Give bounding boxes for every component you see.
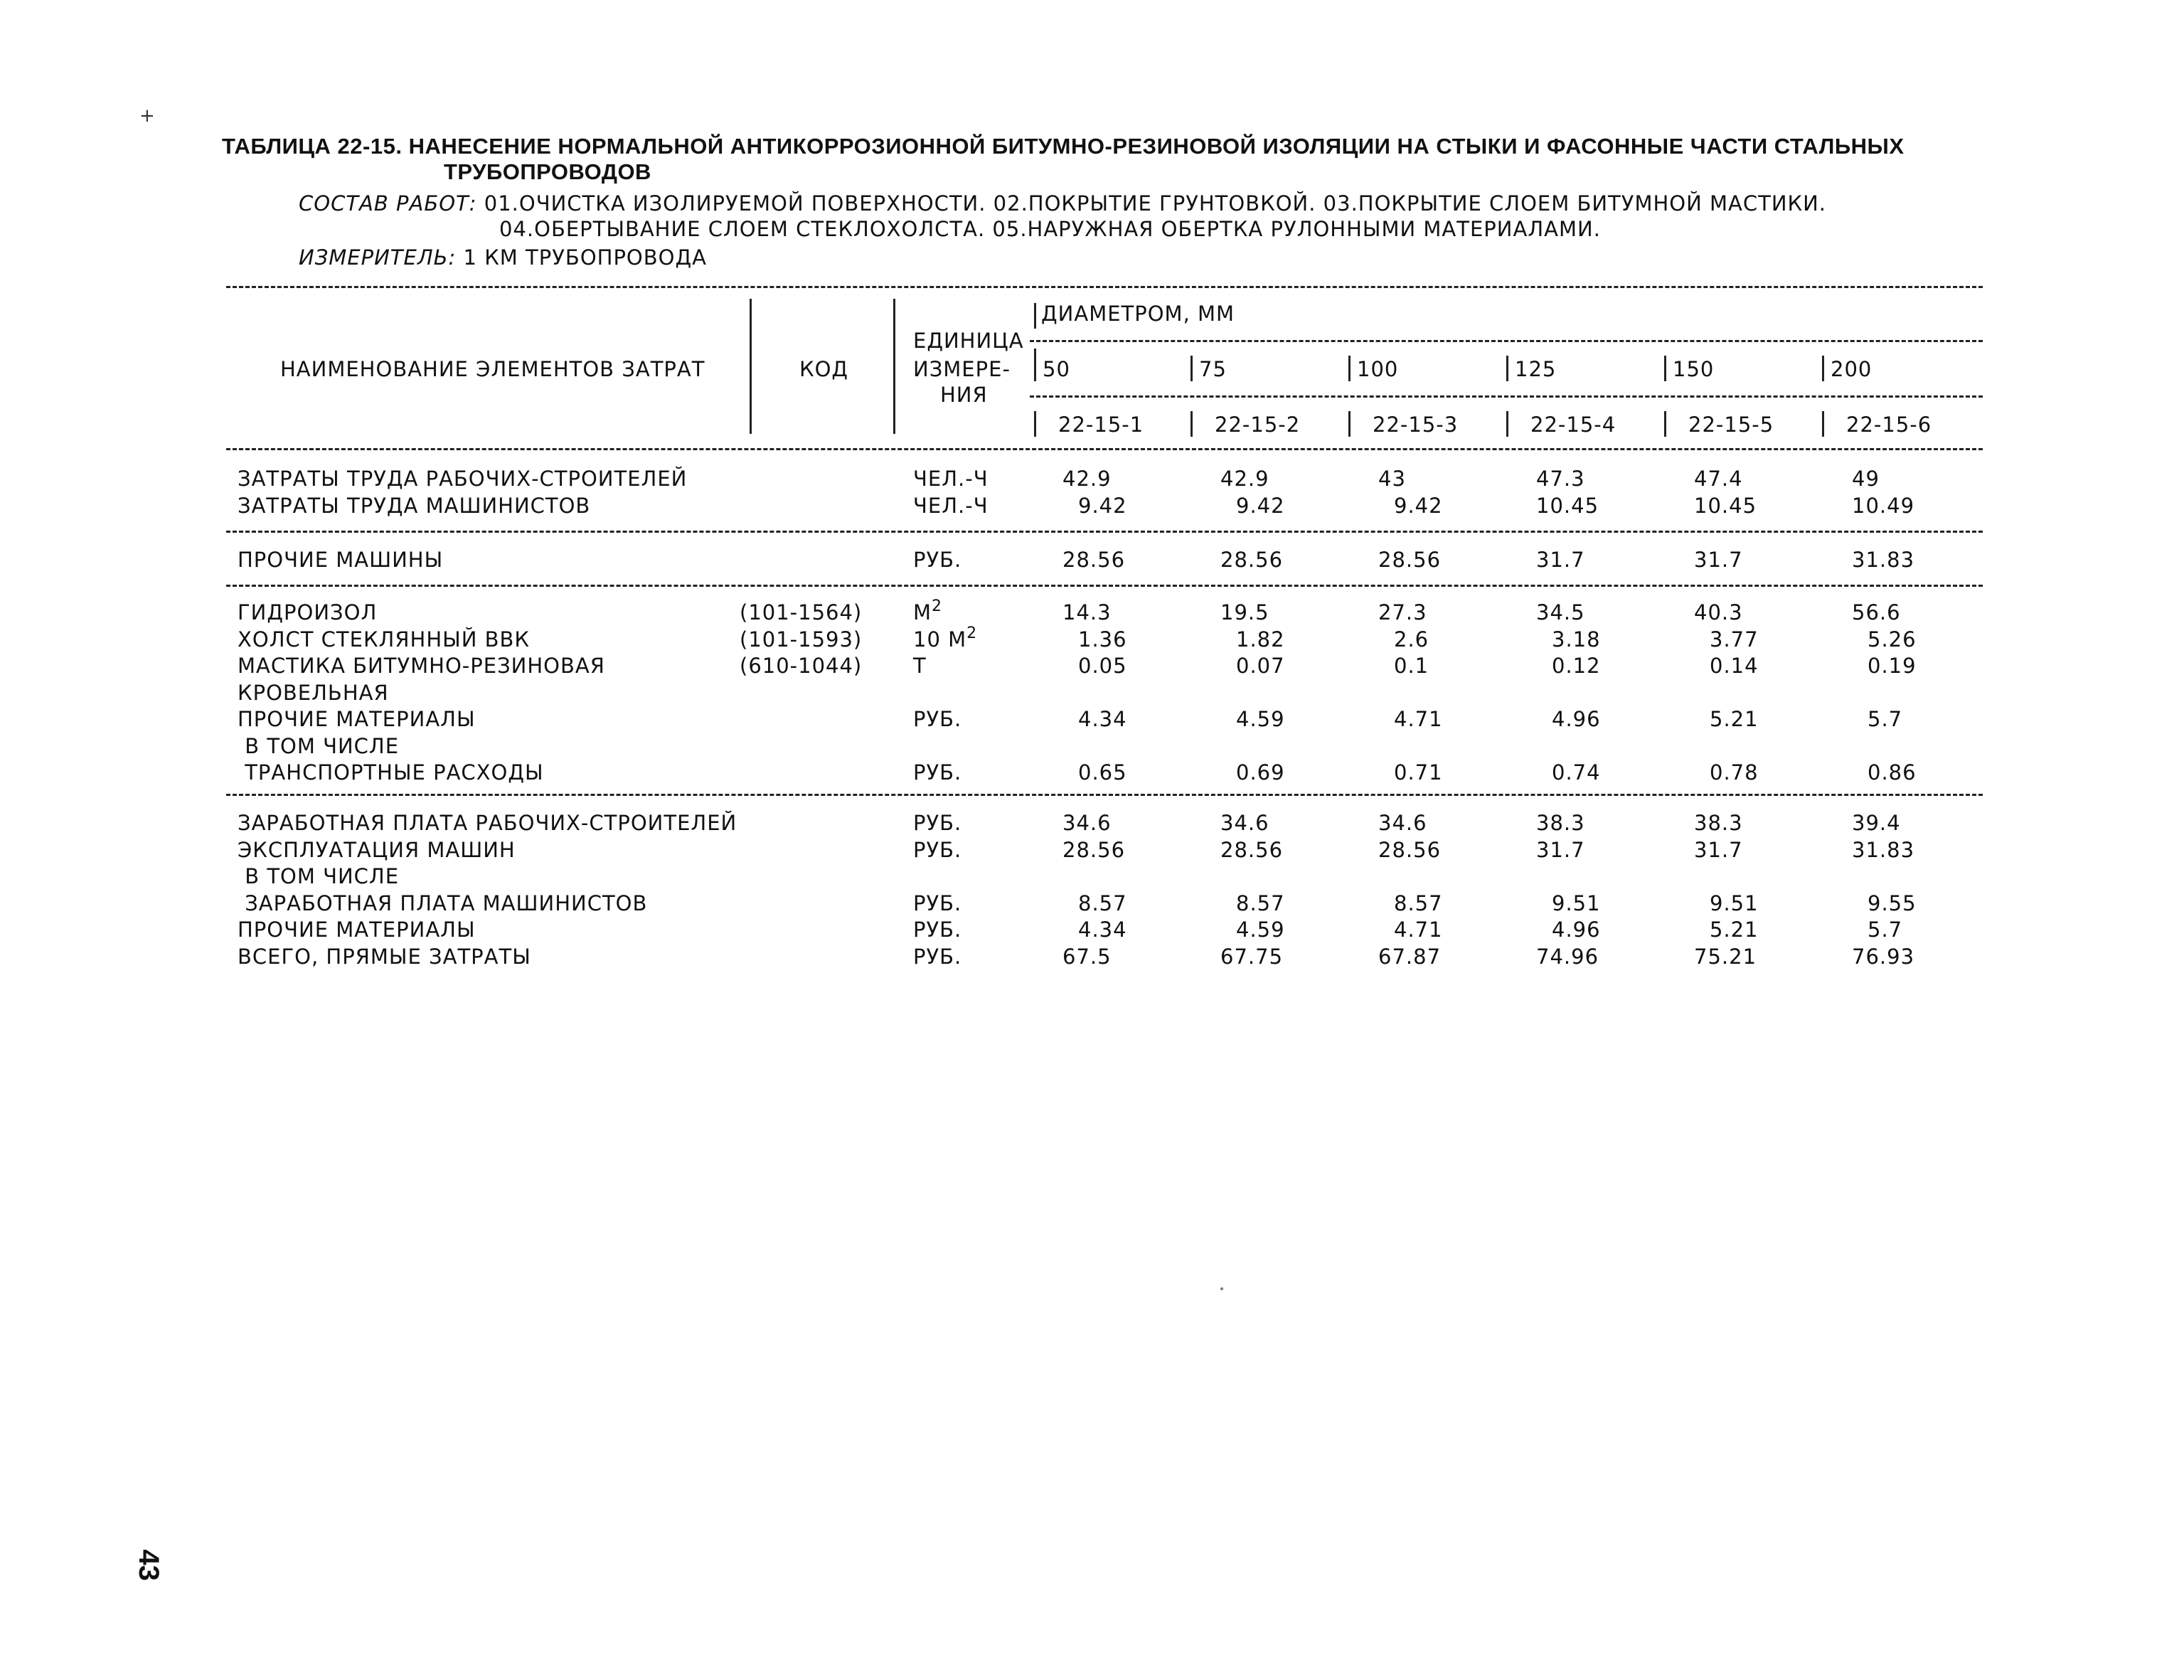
row-unit-text: РУБ.	[913, 811, 962, 835]
row-value-2: 4.59	[1236, 918, 1285, 942]
row-value-4: 38.3	[1536, 811, 1585, 835]
row-name: ПРОЧИЕ МАТЕРИАЛЫ	[238, 707, 476, 731]
rule-top	[226, 286, 1983, 288]
vbar-unit-left	[893, 299, 895, 434]
rule-codes	[1030, 395, 1983, 398]
row-value-4: 4.96	[1552, 707, 1601, 731]
row-unit-superscript: 2	[932, 597, 943, 615]
vbar-diameter	[1034, 303, 1036, 329]
row-unit	[913, 918, 962, 942]
rule-section-1	[226, 531, 1983, 533]
row-value-1: 42.9	[1062, 467, 1112, 491]
row-value-4: 74.96	[1536, 944, 1599, 969]
row-value-4: 10.45	[1536, 493, 1599, 518]
row-name: ПРОЧИЕ МАТЕРИАЛЫ	[238, 918, 476, 942]
row-value-4: 4.96	[1552, 918, 1601, 942]
header-diameter-3: 100	[1357, 357, 1399, 381]
vbar-d5	[1664, 356, 1666, 381]
row-code: (101-1593)	[740, 627, 863, 652]
row-value-3: 4.71	[1394, 707, 1443, 731]
header-diameter: ДИАМЕТРОМ, ММ	[1041, 302, 1235, 326]
meter-label: ИЗМЕРИТЕЛЬ:	[299, 245, 457, 270]
row-value-2: 28.56	[1220, 548, 1284, 572]
row-name: МАСТИКА БИТУМНО-РЕЗИНОВАЯ	[238, 654, 605, 678]
table-title	[222, 134, 1943, 185]
row-unit	[913, 494, 989, 518]
header-code-2: 22-15-2	[1215, 413, 1301, 437]
row-unit-text: М	[913, 600, 932, 624]
vbar-c5	[1664, 411, 1666, 437]
row-name: ЗАТРАТЫ ТРУДА МАШИНИСТОВ	[238, 493, 591, 518]
row-name: В ТОМ ЧИСЛЕ	[238, 733, 400, 758]
row-value-6: 5.7	[1868, 707, 1903, 731]
header-code-3: 22-15-3	[1373, 413, 1459, 437]
corner-mark: +	[139, 105, 155, 127]
row-value-1: 4.34	[1078, 918, 1127, 942]
row-unit	[913, 548, 962, 572]
header-code-4: 22-15-4	[1530, 413, 1616, 437]
row-unit-text: 10 М	[913, 627, 967, 652]
composition-label: СОСТАВ РАБОТ:	[299, 191, 477, 216]
row-unit	[913, 707, 962, 731]
vbar-d6	[1822, 356, 1824, 381]
header-diameter-1: 50	[1043, 357, 1070, 381]
row-value-1: 14.3	[1062, 600, 1112, 624]
header-code-6: 22-15-6	[1846, 413, 1932, 437]
row-value-4: 31.7	[1536, 548, 1585, 572]
row-value-1: 4.34	[1078, 707, 1127, 731]
row-value-6: 0.19	[1868, 654, 1917, 678]
row-unit-text: РУБ.	[913, 890, 962, 915]
row-value-1: 1.36	[1078, 627, 1127, 652]
row-value-2: 42.9	[1220, 467, 1269, 491]
row-unit	[913, 654, 927, 678]
row-unit	[913, 811, 962, 835]
row-value-5: 31.7	[1694, 837, 1743, 862]
row-value-3: 28.56	[1378, 837, 1442, 862]
row-value-5: 5.21	[1710, 707, 1759, 731]
scan-dot	[1220, 1287, 1223, 1290]
header-name: НАИМЕНОВАНИЕ ЭЛЕМЕНТОВ ЗАТРАТ	[280, 357, 705, 381]
row-code: (101-1564)	[740, 600, 863, 624]
row-value-1: 67.5	[1062, 944, 1112, 969]
header-diameter-5: 150	[1673, 357, 1715, 381]
composition-line1	[299, 191, 1826, 216]
row-value-5: 47.4	[1694, 467, 1743, 491]
vbar-d4	[1506, 356, 1508, 381]
row-value-3: 67.87	[1378, 944, 1442, 969]
row-name: ГИДРОИЗОЛ	[238, 600, 378, 624]
composition-text-2: 04.ОБЕРТЫВАНИЕ СЛОЕМ СТЕКЛОХОЛСТА. 05.НАРУЖНАЯ ОБЕРТКА РУЛОННЫМИ МАТЕРИАЛАМИ.	[499, 217, 1601, 241]
row-value-5: 0.78	[1710, 760, 1759, 785]
row-value-6: 0.86	[1868, 760, 1917, 785]
header-code-5: 22-15-5	[1688, 413, 1774, 437]
row-value-5: 3.77	[1710, 627, 1759, 652]
row-value-6: 56.6	[1852, 600, 1901, 624]
row-unit-superscript: 2	[966, 624, 978, 642]
row-value-5: 31.7	[1694, 548, 1743, 572]
row-value-2: 34.6	[1220, 811, 1269, 835]
composition-line2	[499, 216, 1601, 242]
row-unit-text: РУБ.	[913, 548, 962, 572]
row-value-2: 1.82	[1236, 627, 1285, 652]
row-value-3: 28.56	[1378, 548, 1442, 572]
row-name: ВСЕГО, ПРЯМЫЕ ЗАТРАТЫ	[238, 944, 531, 969]
row-unit	[913, 624, 978, 652]
row-value-2: 28.56	[1220, 837, 1284, 862]
row-name: ЗАТРАТЫ ТРУДА РАБОЧИХ-СТРОИТЕЛЕЙ	[238, 467, 688, 491]
row-value-1: 0.05	[1078, 654, 1127, 678]
row-name: ЗАРАБОТНАЯ ПЛАТА МАШИНИСТОВ	[238, 890, 648, 915]
composition-text-1: 01.ОЧИСТКА ИЗОЛИРУЕМОЙ ПОВЕРХНОСТИ. 02.ПОКРЫТИЕ ГРУНТОВКОЙ. 03.ПОКРЫТИЕ СЛОЕМ БИТУМНОЙ МАСТИКИ.	[484, 191, 1827, 216]
row-unit-text: ЧЕЛ.-Ч	[913, 493, 989, 518]
row-value-1: 28.56	[1062, 548, 1126, 572]
row-value-2: 4.59	[1236, 707, 1285, 731]
row-value-3: 27.3	[1378, 600, 1427, 624]
row-value-2: 0.07	[1236, 654, 1285, 678]
table-title-line2: ТРУБОПРОВОДОВ	[444, 159, 651, 184]
row-value-6: 31.83	[1852, 837, 1915, 862]
row-value-6: 39.4	[1852, 811, 1901, 835]
row-unit	[913, 891, 962, 915]
rule-section-3	[226, 794, 1983, 796]
header-diameter-2: 75	[1199, 357, 1227, 381]
row-value-3: 43	[1378, 467, 1406, 491]
row-unit-text: РУБ.	[913, 918, 962, 942]
row-value-1: 28.56	[1062, 837, 1126, 862]
row-value-2: 9.42	[1236, 493, 1285, 518]
header-diameter-4: 125	[1515, 357, 1557, 381]
header-unit-line2: ИЗМЕРЕ-	[913, 357, 1011, 381]
row-value-2: 19.5	[1220, 600, 1269, 624]
rule-section-2	[226, 585, 1983, 587]
row-value-5: 38.3	[1694, 811, 1743, 835]
vbar-c4	[1506, 411, 1508, 437]
row-value-3: 0.71	[1394, 760, 1443, 785]
row-value-6: 49	[1852, 467, 1880, 491]
row-unit-text: РУБ.	[913, 707, 962, 731]
row-name: ПРОЧИЕ МАШИНЫ	[238, 548, 444, 572]
row-value-6: 5.7	[1868, 918, 1903, 942]
header-code: КОД	[799, 357, 849, 381]
row-value-5: 75.21	[1694, 944, 1757, 969]
row-unit	[913, 838, 962, 862]
row-name: ЭКСПЛУАТАЦИЯ МАШИН	[238, 837, 516, 862]
row-value-5: 40.3	[1694, 600, 1743, 624]
row-value-6: 5.26	[1868, 627, 1917, 652]
row-value-2: 0.69	[1236, 760, 1285, 785]
row-unit	[913, 467, 989, 491]
row-unit-text: РУБ.	[913, 944, 962, 969]
row-value-5: 5.21	[1710, 918, 1759, 942]
row-unit-text: РУБ.	[913, 837, 962, 862]
row-value-4: 31.7	[1536, 837, 1585, 862]
row-unit-text: ЧЕЛ.-Ч	[913, 467, 989, 491]
row-value-6: 31.83	[1852, 548, 1915, 572]
row-value-1: 9.42	[1078, 493, 1127, 518]
row-name: ЗАРАБОТНАЯ ПЛАТА РАБОЧИХ-СТРОИТЕЛЕЙ	[238, 811, 737, 835]
table-title-line1: ТАБЛИЦА 22-15. НАНЕСЕНИЕ НОРМАЛЬНОЙ АНТИКОРРОЗИОННОЙ БИТУМНО-РЕЗИНОВОЙ ИЗОЛЯЦИИ НА СТЫКИ И ФАСОННЫЕ ЧАСТИ СТАЛЬНЫХ	[222, 134, 1905, 159]
row-name: В ТОМ ЧИСЛЕ	[238, 864, 400, 888]
row-unit-text: Т	[913, 654, 927, 678]
header-code-1: 22-15-1	[1058, 413, 1144, 437]
row-unit	[913, 945, 962, 969]
rule-header-bottom	[226, 448, 1983, 450]
row-value-4: 34.5	[1536, 600, 1585, 624]
rule-diameter	[1030, 340, 1983, 342]
meter-value: 1 КМ ТРУБОПРОВОДА	[463, 245, 707, 270]
row-unit-text: РУБ.	[913, 760, 962, 785]
row-value-4: 0.12	[1552, 654, 1601, 678]
row-value-4: 9.51	[1552, 890, 1601, 915]
row-value-3: 34.6	[1378, 811, 1427, 835]
row-value-4: 0.74	[1552, 760, 1601, 785]
vbar-c6	[1822, 411, 1824, 437]
row-name: КРОВЕЛЬНАЯ	[238, 680, 389, 705]
row-name: ХОЛСТ СТЕКЛЯННЫЙ ВВК	[238, 627, 531, 652]
row-value-5: 10.45	[1694, 493, 1757, 518]
row-value-2: 8.57	[1236, 890, 1285, 915]
header-unit-line1: ЕДИНИЦА	[913, 329, 1024, 353]
vbar-c3	[1348, 411, 1351, 437]
row-value-6: 9.55	[1868, 890, 1917, 915]
row-value-2: 67.75	[1220, 944, 1284, 969]
row-value-4: 3.18	[1552, 627, 1601, 652]
vbar-code-left	[750, 299, 752, 434]
row-value-6: 76.93	[1852, 944, 1915, 969]
vbar-c1	[1034, 411, 1036, 437]
row-code: (610-1044)	[740, 654, 863, 678]
row-value-5: 0.14	[1710, 654, 1759, 678]
row-name: ТРАНСПОРТНЫЕ РАСХОДЫ	[238, 760, 544, 785]
row-value-1: 0.65	[1078, 760, 1127, 785]
row-value-3: 0.1	[1394, 654, 1429, 678]
row-unit	[913, 597, 943, 624]
header-diameter-6: 200	[1831, 357, 1873, 381]
vbar-d2	[1190, 356, 1193, 381]
row-value-3: 4.71	[1394, 918, 1443, 942]
vbar-c2	[1190, 411, 1193, 437]
row-value-6: 10.49	[1852, 493, 1915, 518]
row-value-1: 34.6	[1062, 811, 1112, 835]
row-value-3: 9.42	[1394, 493, 1443, 518]
row-value-4: 47.3	[1536, 467, 1585, 491]
page-number: 43	[132, 1549, 164, 1581]
row-value-3: 2.6	[1394, 627, 1429, 652]
header-unit-line3: НИЯ	[940, 383, 988, 407]
vbar-d1	[1034, 349, 1036, 381]
vbar-d3	[1348, 356, 1351, 381]
row-unit	[913, 760, 962, 785]
row-value-3: 8.57	[1394, 890, 1443, 915]
meter-line	[299, 245, 707, 270]
row-value-1: 8.57	[1078, 890, 1127, 915]
row-value-5: 9.51	[1710, 890, 1759, 915]
